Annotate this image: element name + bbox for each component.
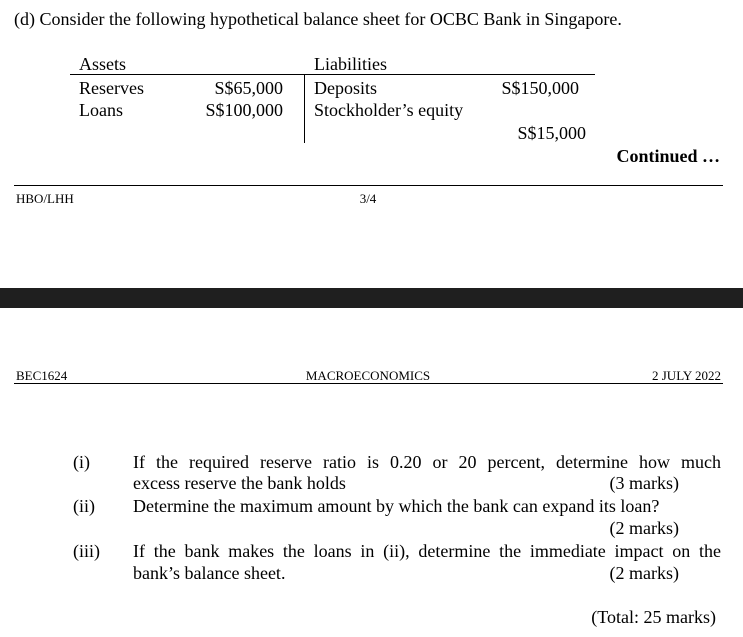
t-account-vertical-rule: [304, 75, 305, 143]
page1-footer-left: HBO/LHH: [16, 191, 74, 206]
question-d-text: (d) Consider the following hypothetical balance sheet for OCBC Bank in Singapore.: [14, 9, 622, 29]
liability-label-equity: Stockholder’s equity: [314, 100, 464, 120]
subquestion-marks: (2 marks): [609, 563, 679, 583]
continued-note: Continued …: [616, 146, 720, 166]
page2-header-course-code: BEC1624: [16, 368, 68, 383]
total-marks: (Total: 25 marks): [591, 607, 716, 627]
liabilities-header: Liabilities: [314, 54, 387, 74]
page2-header-course-title: MACROECONOMICS: [305, 368, 431, 383]
liability-label-deposits: Deposits: [314, 78, 377, 98]
subquestion-text-line1: If the required reserve ratio is 0.20 or 20 percent, determine how much: [133, 452, 721, 472]
page2-header-date: 2 JULY 2022: [652, 368, 721, 383]
asset-value-reserves: S$65,000: [214, 78, 283, 98]
asset-value-loans: S$100,000: [205, 100, 283, 120]
page-separator-bar: [0, 288, 743, 308]
liability-value-deposits: S$150,000: [501, 78, 579, 98]
page2-header-rule: [14, 383, 723, 384]
asset-label-loans: Loans: [79, 100, 123, 120]
subquestion-text-line1: Determine the maximum amount by which the bank can expand its loan?: [133, 496, 660, 516]
assets-header: Assets: [79, 54, 127, 74]
subquestion-marks: (3 marks): [609, 473, 679, 493]
subquestion-number: (iii): [73, 541, 100, 561]
subquestion-number: (i): [73, 452, 90, 472]
liability-value-equity: S$15,000: [517, 123, 586, 143]
subquestion-marks: (2 marks): [609, 518, 679, 538]
subquestion-text-line2: bank’s balance sheet.: [133, 563, 286, 583]
asset-label-reserves: Reserves: [79, 78, 144, 98]
subquestion-number: (ii): [73, 496, 95, 516]
subquestion-text-line1: If the bank makes the loans in (ii), determine the immediate impact on the: [133, 541, 721, 561]
t-account-horizontal-rule: [70, 74, 595, 75]
subquestion-text-line2: excess reserve the bank holds: [133, 473, 346, 493]
page1-footer-rule: [14, 185, 723, 186]
page1-footer-page-number: 3/4: [359, 191, 377, 206]
